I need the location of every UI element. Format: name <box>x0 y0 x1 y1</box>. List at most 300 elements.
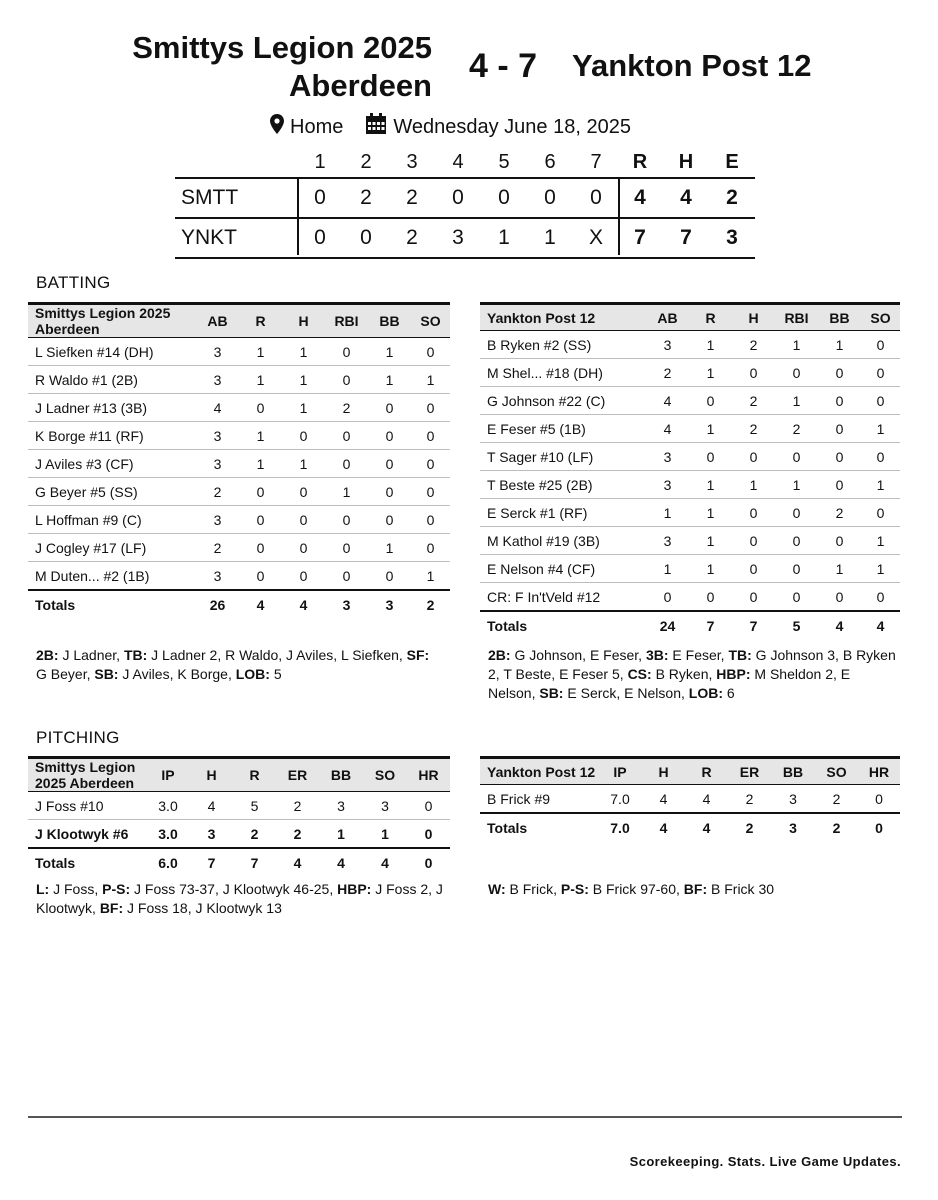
hits-total: 4 <box>680 186 692 209</box>
stat-cell: 2 <box>276 792 319 820</box>
totals-cell: 2 <box>815 813 858 841</box>
stat-cell: 0 <box>325 506 368 534</box>
table-row <box>480 785 900 814</box>
note-label: SB: <box>539 685 564 701</box>
table-row <box>480 583 900 612</box>
note-label: P-S: <box>560 881 589 897</box>
note-label: W: <box>488 881 506 897</box>
runs-total: 7 <box>634 226 646 249</box>
stat-cell: 2 <box>325 394 368 422</box>
stat-cell: 0 <box>646 583 689 612</box>
table-row <box>28 820 450 849</box>
stat-cell: 0 <box>411 450 450 478</box>
stat-cell: 3 <box>646 471 689 499</box>
col-header: IP <box>146 758 190 792</box>
stat-cell: 1 <box>689 555 732 583</box>
totals-cell: 3 <box>368 590 411 618</box>
inning-score: 1 <box>498 226 510 249</box>
note-label: TB: <box>123 647 148 663</box>
player-name: T Sager #10 (LF) <box>480 443 646 471</box>
inning-score: 2 <box>406 226 418 249</box>
totals-cell: 26 <box>196 590 239 618</box>
totals-row <box>28 590 450 618</box>
col-header: HR <box>407 758 450 792</box>
stat-cell: 0 <box>861 387 900 415</box>
note-text: B Ryken, <box>651 666 717 682</box>
table-row <box>28 450 450 478</box>
stat-cell: 0 <box>775 527 818 555</box>
note-label: CS: <box>627 666 652 682</box>
stat-cell: 4 <box>646 415 689 443</box>
totals-label: Totals <box>28 848 146 876</box>
stat-cell: 1 <box>239 422 282 450</box>
inning-score: 0 <box>590 186 602 209</box>
stat-cell: 0 <box>732 499 775 527</box>
totals-cell: 2 <box>411 590 450 618</box>
col-header: BB <box>818 304 861 331</box>
stat-cell: 1 <box>775 331 818 359</box>
col-header: SO <box>815 758 858 785</box>
runs-label: R <box>632 151 648 173</box>
stat-cell: 3 <box>771 785 815 814</box>
totals-cell: 5 <box>775 611 818 639</box>
stat-cell: 1 <box>282 338 325 366</box>
inning-score: 0 <box>498 186 510 209</box>
stat-cell: 7.0 <box>598 785 642 814</box>
stat-cell: 0 <box>368 450 411 478</box>
hits-total: 7 <box>680 226 692 249</box>
stat-cell: 1 <box>325 478 368 506</box>
stat-cell: 2 <box>728 785 771 814</box>
stat-cell: 3.0 <box>146 792 190 820</box>
player-name: E Feser #5 (1B) <box>480 415 646 443</box>
player-name: G Beyer #5 (SS) <box>28 478 196 506</box>
totals-cell: 0 <box>858 813 900 841</box>
player-name: J Ladner #13 (3B) <box>28 394 196 422</box>
stat-cell: 1 <box>646 499 689 527</box>
player-name: M Kathol #19 (3B) <box>480 527 646 555</box>
note-label: 3B: <box>645 647 669 663</box>
stat-cell: 2 <box>276 820 319 849</box>
player-name: E Nelson #4 (CF) <box>480 555 646 583</box>
game-location: Home <box>290 115 344 138</box>
stat-cell: 5 <box>233 792 276 820</box>
col-header: IP <box>598 758 642 785</box>
totals-cell: 4 <box>818 611 861 639</box>
player-name: M Shel... #18 (DH) <box>480 359 646 387</box>
player-name: R Waldo #1 (2B) <box>28 366 196 394</box>
inning-score: 0 <box>314 226 326 249</box>
totals-cell: 7.0 <box>598 813 642 841</box>
linescore-divider <box>618 177 620 255</box>
player-name: M Duten... #2 (1B) <box>28 562 196 591</box>
player-name: L Hoffman #9 (C) <box>28 506 196 534</box>
linescore-row-home <box>175 217 755 259</box>
totals-cell: 7 <box>233 848 276 876</box>
team-header: Yankton Post 12 <box>480 758 598 785</box>
note-text: J Aviles, K Borge, <box>118 666 236 682</box>
stat-cell: 4 <box>642 785 685 814</box>
table-row <box>28 562 450 591</box>
table-row <box>28 366 450 394</box>
totals-label: Totals <box>28 590 196 618</box>
stat-cell: 0 <box>411 394 450 422</box>
player-name: L Siefken #14 (DH) <box>28 338 196 366</box>
inning-score: 1 <box>544 226 556 249</box>
note-text: J Foss 2, J Klootwyk, <box>36 881 443 916</box>
stat-cell: 0 <box>775 443 818 471</box>
note-text: J Foss, <box>49 881 103 897</box>
stat-cell: 1 <box>368 534 411 562</box>
stat-cell: 0 <box>368 422 411 450</box>
stat-cell: 0 <box>818 359 861 387</box>
linescore-header <box>175 149 755 177</box>
linescore-row-away <box>175 177 755 217</box>
stat-cell: 0 <box>818 387 861 415</box>
footer-divider <box>28 1116 902 1118</box>
stat-cell: 0 <box>411 422 450 450</box>
stat-cell: 3 <box>196 562 239 591</box>
inning-4-label: 4 <box>452 151 464 173</box>
col-header: R <box>233 758 276 792</box>
inning-5-label: 5 <box>498 151 510 173</box>
stat-cell: 0 <box>818 471 861 499</box>
home-team-name: Smittys Legion 2025 <box>132 30 432 65</box>
totals-cell: 4 <box>282 590 325 618</box>
stat-cell: 1 <box>689 499 732 527</box>
stat-cell: 1 <box>689 331 732 359</box>
inning-6-label: 6 <box>544 151 556 173</box>
stat-cell: 0 <box>368 394 411 422</box>
stat-cell: 2 <box>196 534 239 562</box>
stat-cell: 0 <box>689 387 732 415</box>
totals-cell: 2 <box>728 813 771 841</box>
col-header: HR <box>858 758 900 785</box>
stat-cell: 1 <box>861 415 900 443</box>
table-header-row <box>480 758 900 785</box>
stat-cell: 1 <box>319 820 363 849</box>
totals-cell: 4 <box>642 813 685 841</box>
game-meta <box>270 113 631 141</box>
table-row <box>480 527 900 555</box>
player-name: J Cogley #17 (LF) <box>28 534 196 562</box>
stat-cell: 0 <box>411 478 450 506</box>
table-row <box>28 422 450 450</box>
stat-cell: 0 <box>325 534 368 562</box>
note-label: BF: <box>99 900 124 916</box>
stat-cell: 3 <box>196 506 239 534</box>
col-header: R <box>689 304 732 331</box>
table-row <box>28 534 450 562</box>
stat-cell: 0 <box>368 562 411 591</box>
inning-score: X <box>588 226 603 249</box>
stat-cell: 3 <box>190 820 233 849</box>
stat-cell: 2 <box>732 415 775 443</box>
pitching-section-title: PITCHING <box>36 728 120 747</box>
note-label: P-S: <box>102 881 131 897</box>
inning-score: 0 <box>314 186 326 209</box>
note-text: 6 <box>722 685 735 701</box>
stat-cell: 1 <box>411 562 450 591</box>
note-text: G Beyer, <box>36 666 95 682</box>
inning-score: 2 <box>406 186 418 209</box>
team-abbr: YNKT <box>181 226 238 249</box>
stat-cell: 0 <box>858 785 900 814</box>
note-text: E Serck, E Nelson, <box>563 685 689 701</box>
stat-cell: 0 <box>732 583 775 612</box>
stat-cell: 1 <box>282 450 325 478</box>
table-row <box>28 338 450 366</box>
stat-cell: 0 <box>239 534 282 562</box>
stat-cell: 0 <box>407 820 450 849</box>
table-row <box>480 471 900 499</box>
col-header: H <box>642 758 685 785</box>
note-label: 2B: <box>36 647 59 663</box>
note-label: SF: <box>406 647 430 663</box>
batting-notes-home <box>36 646 436 684</box>
player-name: E Serck #1 (RF) <box>480 499 646 527</box>
stat-cell: 2 <box>775 415 818 443</box>
stat-cell: 0 <box>411 338 450 366</box>
totals-cell: 3 <box>771 813 815 841</box>
totals-cell: 3 <box>325 590 368 618</box>
stat-cell: 3 <box>319 792 363 820</box>
stat-cell: 3 <box>196 422 239 450</box>
stat-cell: 1 <box>775 387 818 415</box>
stat-cell: 4 <box>196 394 239 422</box>
player-name: CR: F In'tVeld #12 <box>480 583 646 612</box>
stat-cell: 1 <box>282 394 325 422</box>
inning-1-label: 1 <box>314 151 326 173</box>
pitching-notes-away <box>488 880 900 899</box>
stat-cell: 0 <box>775 499 818 527</box>
player-name: B Ryken #2 (SS) <box>480 331 646 359</box>
stat-cell: 3 <box>196 338 239 366</box>
col-header: BB <box>771 758 815 785</box>
stat-cell: 1 <box>689 527 732 555</box>
totals-row <box>28 848 450 876</box>
stat-cell: 3 <box>646 331 689 359</box>
stat-cell: 2 <box>646 359 689 387</box>
note-label: HBP: <box>337 881 372 897</box>
stat-cell: 0 <box>818 527 861 555</box>
stat-cell: 0 <box>325 422 368 450</box>
table-header-row <box>28 758 450 792</box>
stat-cell: 0 <box>368 478 411 506</box>
totals-cell: 0 <box>407 848 450 876</box>
stat-cell: 0 <box>325 562 368 591</box>
home-team-city: Aberdeen <box>289 68 432 103</box>
player-name: B Frick #9 <box>480 785 598 814</box>
totals-cell: 4 <box>239 590 282 618</box>
table-row <box>480 387 900 415</box>
totals-cell: 4 <box>861 611 900 639</box>
stat-cell: 4 <box>646 387 689 415</box>
stat-cell: 1 <box>689 359 732 387</box>
note-text: 5 <box>269 666 282 682</box>
stat-cell: 4 <box>190 792 233 820</box>
note-text: E Feser, <box>668 647 729 663</box>
linescore-divider <box>297 177 299 255</box>
stat-cell: 0 <box>775 555 818 583</box>
col-header: ER <box>276 758 319 792</box>
stat-cell: 1 <box>411 366 450 394</box>
totals-cell: 7 <box>190 848 233 876</box>
stat-cell: 3.0 <box>146 820 190 849</box>
stat-cell: 1 <box>818 331 861 359</box>
table-row <box>28 394 450 422</box>
table-header-row <box>28 304 450 338</box>
stat-cell: 3 <box>196 366 239 394</box>
stat-cell: 2 <box>233 820 276 849</box>
totals-cell: 7 <box>689 611 732 639</box>
totals-cell: 4 <box>363 848 407 876</box>
stat-cell: 2 <box>818 499 861 527</box>
stat-cell: 0 <box>732 527 775 555</box>
linescore <box>175 149 755 259</box>
stat-cell: 1 <box>239 338 282 366</box>
game-date: Wednesday June 18, 2025 <box>393 115 631 138</box>
note-label: L: <box>36 881 50 897</box>
col-header: BB <box>368 304 411 338</box>
inning-score: 3 <box>452 226 464 249</box>
note-label: HBP: <box>716 666 751 682</box>
stat-cell: 0 <box>325 338 368 366</box>
inning-3-label: 3 <box>406 151 418 173</box>
player-name: J Klootwyk #6 <box>28 820 146 849</box>
note-label: TB: <box>728 647 752 663</box>
col-header: RBI <box>325 304 368 338</box>
stat-cell: 0 <box>775 359 818 387</box>
stat-cell: 2 <box>196 478 239 506</box>
stat-cell: 1 <box>818 555 861 583</box>
totals-cell: 24 <box>646 611 689 639</box>
errors-label: E <box>725 151 739 173</box>
team-header: Smittys Legion 2025 Aberdeen <box>28 758 146 792</box>
note-text: J Ladner, <box>58 647 124 663</box>
stat-cell: 2 <box>732 387 775 415</box>
team-header: Yankton Post 12 <box>480 304 646 331</box>
stat-cell: 0 <box>689 443 732 471</box>
stat-cell: 4 <box>685 785 728 814</box>
batting-notes-away <box>488 646 900 703</box>
note-label: SB: <box>94 666 119 682</box>
stat-cell: 1 <box>861 527 900 555</box>
player-name: J Aviles #3 (CF) <box>28 450 196 478</box>
stat-cell: 3 <box>646 527 689 555</box>
stat-cell: 0 <box>411 534 450 562</box>
col-header: SO <box>363 758 407 792</box>
col-header: H <box>282 304 325 338</box>
col-header: RBI <box>775 304 818 331</box>
col-header: R <box>685 758 728 785</box>
table-row <box>480 499 900 527</box>
stat-cell: 1 <box>689 471 732 499</box>
col-header: R <box>239 304 282 338</box>
totals-row <box>480 611 900 639</box>
pitching-table-home <box>28 756 450 876</box>
stat-cell: 0 <box>818 415 861 443</box>
stat-cell: 1 <box>368 338 411 366</box>
stat-cell: 0 <box>282 422 325 450</box>
note-label: LOB: <box>688 685 723 701</box>
table-row <box>480 443 900 471</box>
stat-cell: 0 <box>732 555 775 583</box>
table-row <box>28 506 450 534</box>
stat-cell: 0 <box>861 443 900 471</box>
stat-cell: 1 <box>689 415 732 443</box>
stat-cell: 0 <box>325 450 368 478</box>
team-header: Smittys Legion 2025 Aberdeen <box>28 304 196 338</box>
table-row <box>28 478 450 506</box>
stat-cell: 0 <box>282 562 325 591</box>
inning-2-label: 2 <box>360 151 372 173</box>
stat-cell: 0 <box>861 499 900 527</box>
totals-cell: 4 <box>276 848 319 876</box>
col-header: AB <box>196 304 239 338</box>
batting-section-title: BATTING <box>36 273 111 292</box>
pitching-table-away <box>480 756 900 841</box>
table-row <box>480 415 900 443</box>
stat-cell: 0 <box>818 583 861 612</box>
table-header-row <box>480 304 900 331</box>
player-name: K Borge #11 (RF) <box>28 422 196 450</box>
stat-cell: 0 <box>282 534 325 562</box>
note-label: 2B: <box>488 647 511 663</box>
totals-row <box>480 813 900 841</box>
stat-cell: 0 <box>239 506 282 534</box>
stat-cell: 1 <box>732 471 775 499</box>
player-name: T Beste #25 (2B) <box>480 471 646 499</box>
totals-label: Totals <box>480 611 646 639</box>
stat-cell: 0 <box>861 359 900 387</box>
stat-cell: 2 <box>815 785 858 814</box>
stat-cell: 1 <box>861 555 900 583</box>
stat-cell: 1 <box>239 450 282 478</box>
stat-cell: 0 <box>239 562 282 591</box>
inning-score: 2 <box>360 186 372 209</box>
pitching-notes-home <box>36 880 456 918</box>
inning-score: 0 <box>544 186 556 209</box>
batting-table-home <box>28 302 450 618</box>
stat-cell: 1 <box>646 555 689 583</box>
calendar-icon <box>365 113 387 141</box>
player-name: J Foss #10 <box>28 792 146 820</box>
totals-label: Totals <box>480 813 598 841</box>
stat-cell: 1 <box>861 471 900 499</box>
errors-total: 2 <box>726 186 738 209</box>
stat-cell: 0 <box>861 331 900 359</box>
inning-7-label: 7 <box>590 151 602 173</box>
note-text: B Frick 30 <box>707 881 775 897</box>
errors-total: 3 <box>726 226 738 249</box>
note-text: G Johnson 3, B Ryken 2, T Beste, E Feser 5, <box>488 647 896 682</box>
stat-cell: 0 <box>282 478 325 506</box>
map-pin-icon <box>270 114 284 140</box>
stat-cell: 0 <box>732 359 775 387</box>
totals-cell: 4 <box>319 848 363 876</box>
stat-cell: 1 <box>363 820 407 849</box>
note-text: J Foss 18, J Klootwyk 13 <box>123 900 282 916</box>
col-header: ER <box>728 758 771 785</box>
stat-cell: 0 <box>325 366 368 394</box>
col-header: AB <box>646 304 689 331</box>
note-text: G Johnson, E Feser, <box>510 647 646 663</box>
stat-cell: 0 <box>411 506 450 534</box>
away-team-name: Yankton Post 12 <box>572 48 812 83</box>
stat-cell: 0 <box>861 583 900 612</box>
stat-cell: 1 <box>775 471 818 499</box>
